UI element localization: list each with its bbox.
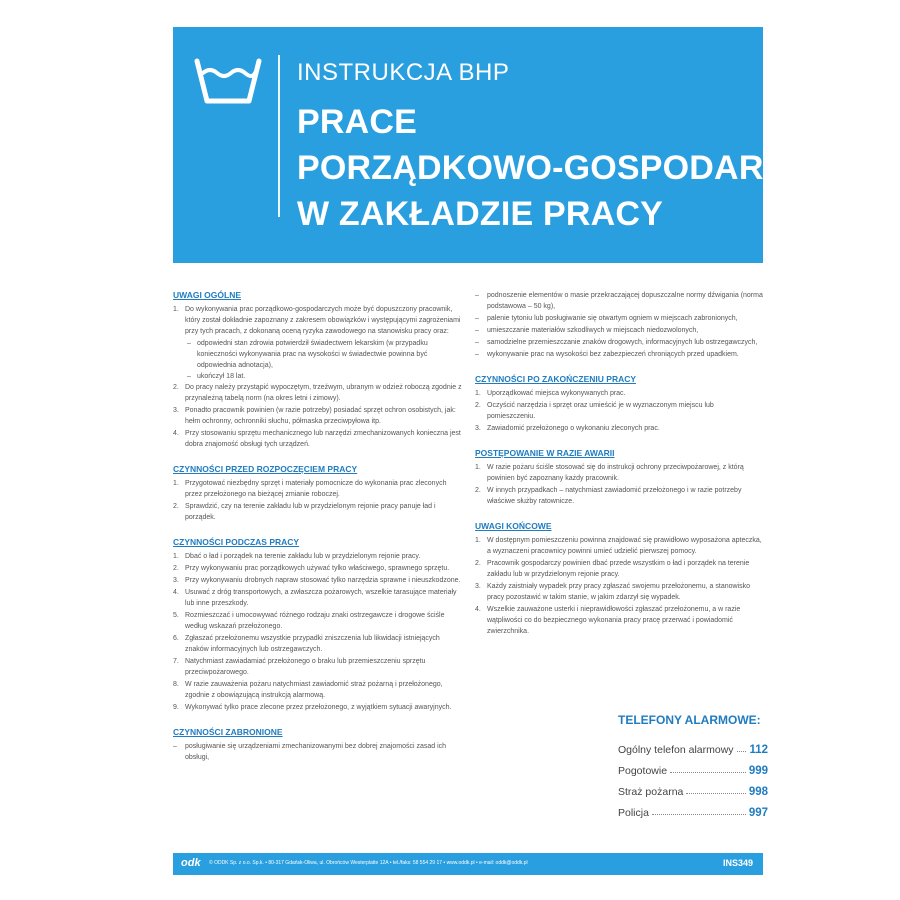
- list-item: [173, 551, 463, 562]
- phone-dots: [652, 814, 746, 815]
- section-title: UWAGI OGÓLNE: [173, 290, 241, 300]
- list-item: [173, 501, 463, 523]
- list-item: [173, 428, 463, 450]
- item-text: Przy stosowaniu sprzętu mechanicznego lub narzędzi zmechanizowanych konieczna jest dobra znajomość obsługi tych urządzeń.: [185, 430, 461, 448]
- item-text: posługiwanie się urządzeniami zmechanizowanymi bez dobrej znajomości zasad ich obsługi,: [185, 743, 447, 761]
- footer-bar: [173, 853, 763, 875]
- item-number: 8.: [173, 681, 179, 688]
- list-item: [475, 558, 763, 580]
- list-item: [173, 679, 463, 701]
- list-item: [475, 604, 763, 637]
- item-text: samodzielne przemieszczanie znaków drogowych, informacyjnych lub ostrzegawczych,: [487, 339, 758, 346]
- item-number: 3.: [173, 407, 179, 414]
- footer-logo: odk: [181, 857, 201, 869]
- item-text: Zawiadomić przełożonego o wykonaniu zleconych prac.: [487, 425, 660, 432]
- phones-title: TELEFONY ALARMOWE:: [618, 713, 761, 727]
- right-column: [475, 290, 763, 651]
- header-divider: [278, 55, 280, 217]
- item-text: palenie tytoniu lub posługiwanie się otwartym ogniem w miejscach zabronionych,: [487, 315, 738, 322]
- item-number: 3.: [173, 577, 179, 584]
- list-item: [173, 587, 463, 609]
- item-text: Natychmiast zawiadamiać przełożonego o braku lub przemieszczeniu sprzętu przeciwpożarowego.: [185, 658, 426, 676]
- phone-number: 999: [748, 765, 768, 777]
- list-item: [173, 741, 463, 763]
- section-title: CZYNNOŚCI PRZED ROZPOCZĘCIEM PRACY: [173, 464, 358, 474]
- item-number: 3.: [475, 425, 481, 432]
- list-item: [173, 656, 463, 678]
- section: [173, 290, 463, 450]
- item-number: 1.: [475, 464, 481, 471]
- item-number: –: [173, 743, 177, 750]
- item-number: 4.: [475, 606, 481, 613]
- item-number: 7.: [173, 658, 179, 665]
- item-number: 1.: [475, 537, 481, 544]
- list-item: [475, 349, 763, 360]
- item-number: 2.: [173, 565, 179, 572]
- item-number: 3.: [475, 583, 481, 590]
- item-text: Przy wykonywaniu drobnych napraw stosować tylko narzędzia sprawne i nieuszkodzone.: [185, 577, 461, 584]
- sub-dash: –: [187, 373, 191, 380]
- section-title: CZYNNOŚCI PODCZAS PRACY: [173, 537, 300, 547]
- item-text: wykonywanie prac na wysokości bez zabezpieczeń chroniących przed upadkiem.: [487, 351, 739, 358]
- item-number: 5.: [173, 612, 179, 619]
- item-number: 2.: [475, 560, 481, 567]
- sub-text: odpowiedni stan zdrowia potwierdził świadectwem lekarskim (w przypadku konieczności wykonywania prac na wysokości w świadectwie powinna być odpowiednia adnotacja),: [197, 340, 428, 369]
- left-column: [173, 290, 463, 777]
- footer-code: INS349: [722, 858, 753, 868]
- list-item: [173, 563, 463, 574]
- item-number: –: [475, 315, 479, 322]
- item-text: Rozmieszczać i umocowywać różnego rodzaju znaki ostrzegawcze i drogowe ściśle według wskazań przełożonego.: [185, 612, 445, 630]
- item-text: Ponadto pracownik powinien (w razie potrzeby) posiadać sprzęt ochron osobistych, jak: hełm ochronny, ochronniki słuchu, półmaska przeciwpyłowa itp.: [185, 407, 456, 425]
- item-number: 4.: [173, 589, 179, 596]
- list-item: [173, 610, 463, 632]
- list-item: [475, 462, 763, 484]
- item-number: –: [475, 292, 479, 299]
- list-item: [173, 382, 463, 404]
- phone-row: [618, 735, 768, 756]
- section-title: POSTĘPOWANIE W RAZIE AWARII: [475, 448, 615, 458]
- section: [173, 727, 463, 763]
- section: [475, 374, 763, 434]
- sub-dash: –: [187, 340, 191, 347]
- item-number: 9.: [173, 704, 179, 711]
- item-text: W razie pożaru ściśle stosować się do instrukcji ochrony przeciwpożarowej, z którą powinien być zapoznany każdy pracownik.: [487, 464, 744, 482]
- list-item: [173, 575, 463, 586]
- list-item: [475, 290, 763, 312]
- phone-row: [618, 756, 768, 777]
- item-text: Przygotować niezbędny sprzęt i materiały pomocnicze do wykonania prac zleconych przez przełożonego na bieżącej zmianie roboczej.: [185, 480, 447, 498]
- phone-label: Policja: [618, 807, 649, 819]
- item-text: Sprawdzić, czy na terenie zakładu lub w przydzielonym rejonie pracy panuje ład i porządek.: [185, 503, 436, 521]
- list-item: [475, 400, 763, 422]
- list-item: [475, 325, 763, 336]
- instruction-sheet: [173, 27, 833, 883]
- section-title: UWAGI KOŃCOWE: [475, 521, 552, 531]
- sub-item: [173, 338, 463, 371]
- item-text: Usuwać z dróg transportowych, a zwłaszcza pożarowych, wszelkie tarasujące materiały lub inne przeszkody.: [185, 589, 457, 607]
- list-item: [475, 388, 763, 399]
- section-title: CZYNNOŚCI ZABRONIONE: [173, 727, 283, 737]
- header-title-line-2: PORZĄDKOWO-GOSPODARCZE: [297, 149, 833, 187]
- item-text: podnoszenie elementów o masie przekraczającej dopuszczalne normy dźwigania (norma podstawowa – 50 kg),: [487, 292, 763, 310]
- list-item: [475, 485, 763, 507]
- item-number: 2.: [475, 487, 481, 494]
- section: [173, 537, 463, 713]
- header-banner: [173, 27, 833, 263]
- sub-text: ukończył 18 lat.: [197, 373, 246, 380]
- item-text: Do wykonywania prac porządkowo-gospodarczych może być dopuszczony pracownik, który został dokładnie zapoznany z zakresem obowiązków i występującymi zagrożeniami przy tych pracach, z dokonaną oceną ryzyka zawodowego na stanowisku pracy oraz:: [185, 306, 461, 335]
- item-text: Oczyścić narzędzia i sprzęt oraz umieścić je w wyznaczonym miejscu lub pomieszczeniu.: [487, 402, 714, 420]
- item-text: Do pracy należy przystąpić wypoczętym, trzeźwym, ubranym w odzież roboczą zgodnie z przynależną tabelą norm (na okres letni i zimowy).: [185, 384, 462, 402]
- list-item: [173, 304, 463, 337]
- item-text: Pracownik gospodarczy powinien dbać przede wszystkim o ład i porządek na terenie zakładu lub w przydzielonym rejonie pracy.: [487, 560, 750, 578]
- item-text: umieszczanie materiałów szkodliwych w miejscach niedozwolonych,: [487, 327, 699, 334]
- item-text: Wszelkie zauważone usterki i nieprawidłowości zgłaszać przełożonemu, a w razie wątpliwości co do bezpiecznego wykonania pracy pracę przerwać i powiadomić zwierzchnika.: [487, 606, 741, 635]
- section: [475, 448, 763, 507]
- item-text: Każdy zaistniały wypadek przy pracy zgłaszać swojemu przełożonemu, a stanowisko pracy pozostawić w takim stanie, w jakim zdarzył się wypadek.: [487, 583, 751, 601]
- footer-contact: © ODDK Sp. z o.o. Sp.k. • 80-317 Gdańsk-Oliwa, ul. Obrońców Westerplatte 12A • tel./faks: 58 554 29 17 • www.oddk.pl • e-mail: oddk@oddk.pl: [209, 860, 528, 866]
- item-number: 1.: [475, 390, 481, 397]
- list-item: [173, 405, 463, 427]
- item-text: W dostępnym pomieszczeniu powinna znajdować się prawidłowo wyposażona apteczka, a wyznaczeni pracownicy powinni umieć udzielić pierwszej pomocy.: [487, 537, 762, 555]
- item-number: 2.: [173, 503, 179, 510]
- section: [475, 521, 763, 637]
- phone-dots: [670, 772, 746, 773]
- item-number: 2.: [475, 402, 481, 409]
- item-text: Uporządkować miejsca wykonywanych prac.: [487, 390, 626, 397]
- item-text: Zgłaszać przełożonemu wszystkie przypadki zniszczenia lub likwidacji istniejących znaków informacyjnych lub ostrzegawczych.: [185, 635, 440, 653]
- item-number: 6.: [173, 635, 179, 642]
- phone-dots: [737, 751, 747, 752]
- list-item: [173, 478, 463, 500]
- item-text: Dbać o ład i porządek na terenie zakładu lub w przydzielonym rejonie pracy.: [185, 553, 421, 560]
- item-number: 4.: [173, 430, 179, 437]
- header-title-line-1: PRACE: [297, 103, 418, 141]
- phone-label: Straż pożarna: [618, 786, 684, 798]
- section: [173, 464, 463, 523]
- item-number: 1.: [173, 553, 179, 560]
- item-number: –: [475, 339, 479, 346]
- phone-number: 112: [749, 744, 768, 756]
- list-item: [475, 423, 763, 434]
- sub-item: [173, 371, 463, 382]
- phone-row: [618, 777, 768, 798]
- item-number: –: [475, 327, 479, 334]
- section-title: CZYNNOŚCI PO ZAKOŃCZENIU PRACY: [475, 374, 637, 384]
- phone-label: Ogólny telefon alarmowy: [618, 744, 734, 756]
- item-text: W razie zauważenia pożaru natychmiast zawiadomić straż pożarną i przełożonego, zgodnie z obowiązującą instrukcją alarmową.: [185, 681, 443, 699]
- list-item: [475, 337, 763, 348]
- item-number: 1.: [173, 480, 179, 487]
- phone-number: 997: [748, 807, 768, 819]
- item-number: –: [475, 351, 479, 358]
- item-text: Przy wykonywaniu prac porządkowych używać tylko właściwego, sprawnego sprzętu.: [185, 565, 450, 572]
- washing-basin-icon: [193, 57, 263, 105]
- list-item: [475, 313, 763, 324]
- phone-row: [618, 798, 768, 819]
- item-text: W innych przypadkach – natychmiast zawiadomić przełożonego i w razie potrzeby właściwe służby ratownicze.: [487, 487, 742, 505]
- list-item: [475, 535, 763, 557]
- list-item: [173, 702, 463, 713]
- phone-number: 998: [748, 786, 768, 798]
- header-title-line-3: W ZAKŁADZIE PRACY: [297, 195, 664, 233]
- item-number: 2.: [173, 384, 179, 391]
- list-item: [475, 581, 763, 603]
- list-item: [173, 633, 463, 655]
- item-text: Wykonywać tylko prace zlecone przez przełożonego, z wyjątkiem sytuacji awaryjnych.: [185, 704, 452, 711]
- emergency-phones: [618, 713, 768, 819]
- section: [475, 290, 763, 360]
- phone-dots: [686, 793, 745, 794]
- header-kicker: INSTRUKCJA BHP: [297, 59, 510, 86]
- phone-label: Pogotowie: [618, 765, 668, 777]
- item-number: 1.: [173, 306, 179, 313]
